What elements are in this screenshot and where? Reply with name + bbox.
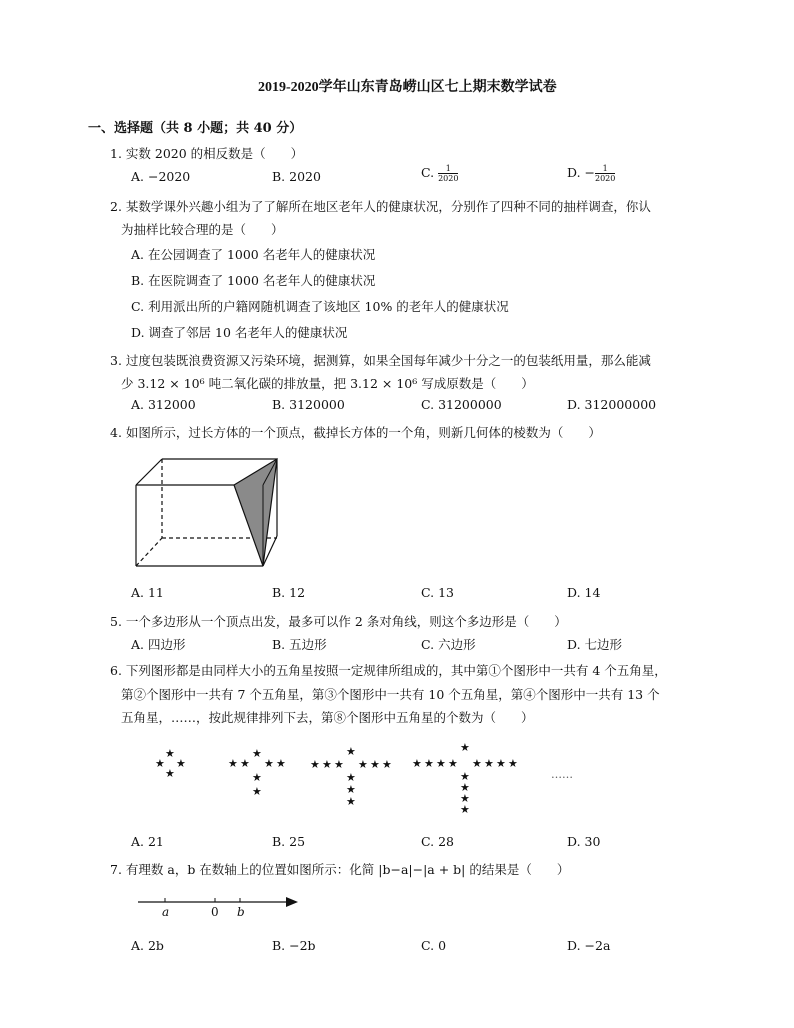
star-icon: ★ bbox=[460, 781, 470, 794]
q1-option-d-label: D. − bbox=[567, 165, 595, 180]
q2-option-b: B. 在医院调查了 1000 名老年人的健康状况 bbox=[131, 273, 376, 288]
star-icon: ★ bbox=[155, 757, 165, 770]
star-icon: ★ bbox=[252, 785, 262, 798]
q4-option-c: C. 13 bbox=[421, 585, 454, 600]
question-5-stem: 5. 一个多边形从一个顶点出发，最多可以作 2 条对角线，则这个多边形是（ ） bbox=[110, 614, 567, 629]
q5-option-c: C. 六边形 bbox=[421, 637, 476, 652]
question-4-stem: 4. 如图所示，过长方体的一个顶点，截掉长方体的一个角，则新几何体的棱数为（ ） bbox=[110, 425, 601, 440]
star-icon: ★ bbox=[165, 747, 175, 760]
star-icon: ★ bbox=[460, 741, 470, 754]
ellipsis-dots: …… bbox=[551, 768, 573, 781]
q2-option-d: D. 调查了邻居 10 名老年人的健康状况 bbox=[131, 325, 348, 340]
star-icon: ★ bbox=[460, 770, 470, 783]
fraction-numerator: 1 bbox=[438, 164, 458, 174]
question-6-stem-line3: 五角星，……，按此规律排列下去，第⑧个图形中五角星的个数为（ ） bbox=[121, 710, 534, 725]
q4-option-a: A. 11 bbox=[131, 585, 164, 600]
question-7-stem: 7. 有理数 a，b 在数轴上的位置如图所示：化简 |b−a|−|a + b| 的结果是（ ） bbox=[110, 862, 570, 877]
q2-option-a: A. 在公园调查了 1000 名老年人的健康状况 bbox=[131, 247, 376, 262]
star-icon: ★ bbox=[334, 758, 344, 771]
star-icon: ★ bbox=[496, 757, 506, 770]
q7-option-a: A. 2b bbox=[131, 938, 164, 953]
star-icon: ★ bbox=[228, 757, 238, 770]
star-icon: ★ bbox=[165, 767, 175, 780]
star-icon: ★ bbox=[252, 771, 262, 784]
star-icon: ★ bbox=[412, 757, 422, 770]
star-icon: ★ bbox=[240, 757, 250, 770]
star-icon: ★ bbox=[322, 758, 332, 771]
axis-label-b: b bbox=[237, 905, 245, 919]
q3-option-a: A. 312000 bbox=[131, 397, 196, 412]
star-icon: ★ bbox=[346, 783, 356, 796]
q1-option-c-label: C. bbox=[421, 165, 439, 180]
star-icon: ★ bbox=[424, 757, 434, 770]
star-icon: ★ bbox=[460, 803, 470, 816]
star-icon: ★ bbox=[460, 792, 470, 805]
q7-option-c: C. 0 bbox=[421, 938, 447, 953]
q6-option-d: D. 30 bbox=[567, 834, 601, 849]
q4-option-d: D. 14 bbox=[567, 585, 601, 600]
q7-option-b: B. −2b bbox=[272, 938, 316, 953]
fraction-denominator: 2020 bbox=[595, 174, 616, 183]
q6-option-c: C. 28 bbox=[421, 834, 454, 849]
star-icon: ★ bbox=[448, 757, 458, 770]
question-1-stem: 1. 实数 2020 的相反数是（ ） bbox=[110, 146, 304, 161]
axis-label-zero: 0 bbox=[211, 905, 219, 919]
q3-option-b: B. 3120000 bbox=[272, 397, 345, 412]
q1-option-b: B. 2020 bbox=[272, 169, 321, 184]
q2-option-c: C. 利用派出所的户籍网随机调查了该地区 10% 的老年人的健康状况 bbox=[131, 299, 509, 314]
question-2-stem-line2: 为抽样比较合理的是（ ） bbox=[121, 222, 284, 237]
q5-option-d: D. 七边形 bbox=[567, 637, 623, 652]
q6-option-b: B. 25 bbox=[272, 834, 306, 849]
star-icon: ★ bbox=[346, 745, 356, 758]
q4-option-b: B. 12 bbox=[272, 585, 306, 600]
star-icon: ★ bbox=[382, 758, 392, 771]
star-icon: ★ bbox=[264, 757, 274, 770]
star-icon: ★ bbox=[358, 758, 368, 771]
question-3-stem-line1: 3. 过度包装既浪费资源又污染环境，据测算，如果全国每年减少十分之一的包装纸用量，那么能减 bbox=[110, 353, 651, 368]
section-heading: 一、选择题（共 8 小题；共 40 分） bbox=[88, 121, 303, 136]
q7-option-d: D. −2a bbox=[567, 938, 611, 953]
star-icon: ★ bbox=[472, 757, 482, 770]
star-icon: ★ bbox=[346, 795, 356, 808]
page-title: 2019-2020学年山东青岛崂山区七上期末数学试卷 bbox=[258, 80, 557, 95]
axis-label-a: a bbox=[162, 905, 170, 919]
star-icon: ★ bbox=[276, 757, 286, 770]
question-6-stem-line2: 第②个图形中一共有 7 个五角星，第③个图形中一共有 10 个五角星，第④个图形中一共有 13 个 bbox=[121, 687, 660, 702]
q5-option-a: A. 四边形 bbox=[131, 637, 186, 652]
fraction-numerator: 1 bbox=[595, 164, 615, 174]
star-icon: ★ bbox=[310, 758, 320, 771]
q1-option-a: A. −2020 bbox=[131, 169, 191, 184]
star-icon: ★ bbox=[252, 747, 262, 760]
star-icon: ★ bbox=[346, 771, 356, 784]
star-icon: ★ bbox=[176, 757, 186, 770]
question-2-stem-line1: 2. 某数学课外兴趣小组为了了解所在地区老年人的健康状况，分别作了四种不同的抽样调查，你认 bbox=[110, 199, 651, 214]
q5-option-b: B. 五边形 bbox=[272, 637, 327, 652]
q3-option-c: C. 31200000 bbox=[421, 397, 502, 412]
q3-option-d: D. 312000000 bbox=[567, 397, 657, 412]
star-icon: ★ bbox=[370, 758, 380, 771]
star-icon: ★ bbox=[484, 757, 494, 770]
star-icon: ★ bbox=[508, 757, 518, 770]
star-icon: ★ bbox=[436, 757, 446, 770]
fraction-denominator: 2020 bbox=[438, 174, 459, 183]
q6-option-a: A. 21 bbox=[131, 834, 164, 849]
question-3-stem-line2: 少 3.12 × 10⁶ 吨二氧化碳的排放量，把 3.12 × 10⁶ 写成原数是（ ） bbox=[121, 376, 534, 391]
question-6-stem-line1: 6. 下列图形都是由同样大小的五角星按照一定规律所组成的，其中第①个图形中一共有 4 个五角星， bbox=[110, 663, 667, 678]
